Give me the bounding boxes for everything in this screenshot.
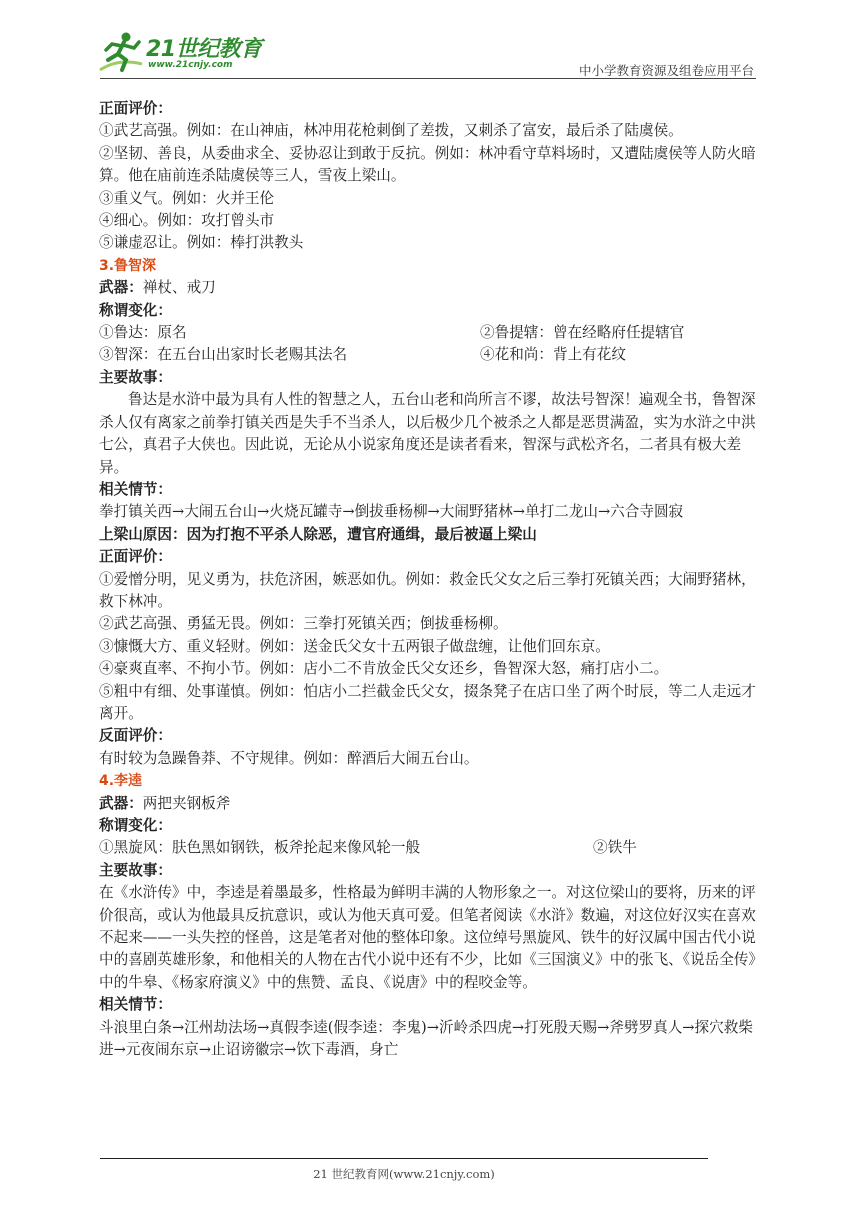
- paragraph: ②坚韧、善良，从委曲求全、妥协忍让到敢于反抗。例如：林冲看守草料场时，又遭陆虞侯等人防火暗算。他在庙前连杀陆虞侯等三人，雪夜上梁山。: [99, 144, 756, 185]
- title-item: ②鲁提辖：曾在经略府任提辖官: [480, 324, 685, 342]
- titles-row: [99, 837, 764, 859]
- paragraph: ③慷慨大方、重义轻财。例如：送金氏父女十五两银子做盘缠，让他们回东京。: [99, 637, 610, 655]
- weapon-value: 禅杖、戒刀: [142, 279, 216, 297]
- reason-line: 上梁山原因：因为打抱不平杀人除恶，遭官府通缉，最后被逼上梁山: [99, 525, 537, 543]
- title-item: ①鲁达：原名: [99, 324, 187, 342]
- document-body: [99, 98, 764, 1061]
- weapon-value: 两把夹钢板斧: [142, 794, 231, 812]
- footer-source: 21 世纪教育网(www.21cnjy.com): [313, 1167, 495, 1181]
- platform-name: 中小学教育资源及组卷应用平台: [578, 63, 754, 78]
- heading-titles: 称谓变化：: [99, 301, 172, 319]
- paragraph: ③重义气。例如：火并王伦: [99, 189, 275, 207]
- logo-title: 21世纪教育: [146, 37, 262, 62]
- logo-url: www.21cnjy.com: [148, 60, 233, 70]
- heading-negative-eval: 反面评价：: [99, 727, 172, 745]
- paragraph: 鲁达是水浒中最为具有人性的智慧之人，五台山老和尚所言不谬，故法号智深！遍观全书，鲁智深杀人仅有离家之前拳打镇关西是失手不当杀人，以后极少几个被杀之人都是恶贯满盈，实为水浒之中洪七公，真君子大侠也。因此说，无论从小说家角度还是读者看来，智深与武松齐名，二者具有极大差异。: [99, 391, 756, 476]
- footer-rule: [100, 1158, 708, 1159]
- heading-plot: 相关情节：: [99, 480, 172, 498]
- title-item: ④花和尚：背上有花纹: [480, 346, 626, 364]
- paragraph: ②武艺高强、勇猛无畏。例如：三拳打死镇关西；倒拔垂杨柳。: [99, 615, 508, 633]
- paragraph: ①爱憎分明，见义勇为，扶危济困，嫉恶如仇。例如：救金氏父女之后三拳打死镇关西；大闹野猪林，救下林冲。: [99, 570, 756, 610]
- paragraph: ④豪爽直率、不拘小节。例如：店小二不肯放金氏父女还乡，鲁智深大怒，痛打店小二。: [99, 660, 669, 678]
- heading-main-story: 主要故事：: [99, 368, 172, 386]
- paragraph: 在《水浒传》中，李逵是着墨最多，性格最为鲜明丰满的人物形象之一。对这位梁山的要将，历来的评价很高，或认为他最具反抗意识，或认为他天真可爱。但笔者阅读《水浒》数遍，对这位好汉实在喜欢不起来——一头失控的怪兽，这是笔者对他的整体印象。这位绰号黑旋风、铁牛的好汉属中国古代小说中的喜剧英雄形象，和他相关的人物在古代小说中还有不少，比如《三国演义》中的张飞、《说岳全传》中的牛皋、《杨家府演义》中的焦赞、孟良、《说唐》中的程咬金等。: [99, 884, 764, 991]
- heading-titles: 称谓变化：: [99, 817, 172, 834]
- title-item: ①黑旋风：肤色黑如钢铁，板斧抡起来像风轮一般: [99, 839, 421, 857]
- paragraph: ⑤谦虚忍让。例如：棒打洪教头: [99, 234, 304, 252]
- paragraph: ⑤粗中有细、处事谨慎。例如：怕店小二拦截金氏父女，掇条凳子在店口坐了两个时辰，等二人走远才离开。: [99, 682, 756, 722]
- label-weapon: 武器：: [99, 279, 143, 297]
- plot-chain: 斗浪里白条→江州劫法场→真假李逵(假李逵：李鬼)→沂岭杀四虎→打死殷天赐→斧劈罗真人→探穴救柴进→元夜闹东京→止诏谤徽宗→饮下毒酒，身亡: [99, 1018, 753, 1059]
- title-item: ③智深：在五台山出家时长老赐其法名: [99, 346, 348, 364]
- heading-positive-eval: 正面评价：: [99, 548, 172, 566]
- titles-row: [99, 322, 764, 344]
- title-item: ②铁牛: [593, 839, 637, 857]
- paragraph: ④细心。例如：攻打曾头市: [99, 212, 275, 230]
- paragraph: 有时较为急躁鲁莽、不守规律。例如：醉酒后大闹五台山。: [99, 749, 479, 767]
- weapon-line: [99, 277, 764, 299]
- header-rule: [100, 78, 756, 79]
- heading-main-story: 主要故事：: [99, 861, 172, 879]
- plot-chain: 拳打镇关西→大闹五台山→火烧瓦罐寺→倒拔垂杨柳→大闹野猪林→单打二龙山→六合寺圆寂: [99, 503, 684, 521]
- section-title-li-kui: 4.李逵: [99, 773, 143, 790]
- logo: [96, 28, 266, 76]
- weapon-line: [99, 793, 764, 815]
- titles-row: [99, 344, 764, 366]
- label-weapon: 武器：: [99, 794, 143, 812]
- section-title-lu-zhishen: 3.鲁智深: [99, 257, 157, 274]
- heading-positive-eval: 正面评价：: [99, 100, 172, 117]
- paragraph: ①武艺高强。例如：在山神庙，林冲用花枪刺倒了差拨，又刺杀了富安，最后杀了陆虞侯。: [99, 122, 683, 140]
- page-header: [96, 28, 760, 78]
- heading-plot: 相关情节：: [99, 996, 172, 1014]
- logo-runner-icon: [96, 30, 146, 74]
